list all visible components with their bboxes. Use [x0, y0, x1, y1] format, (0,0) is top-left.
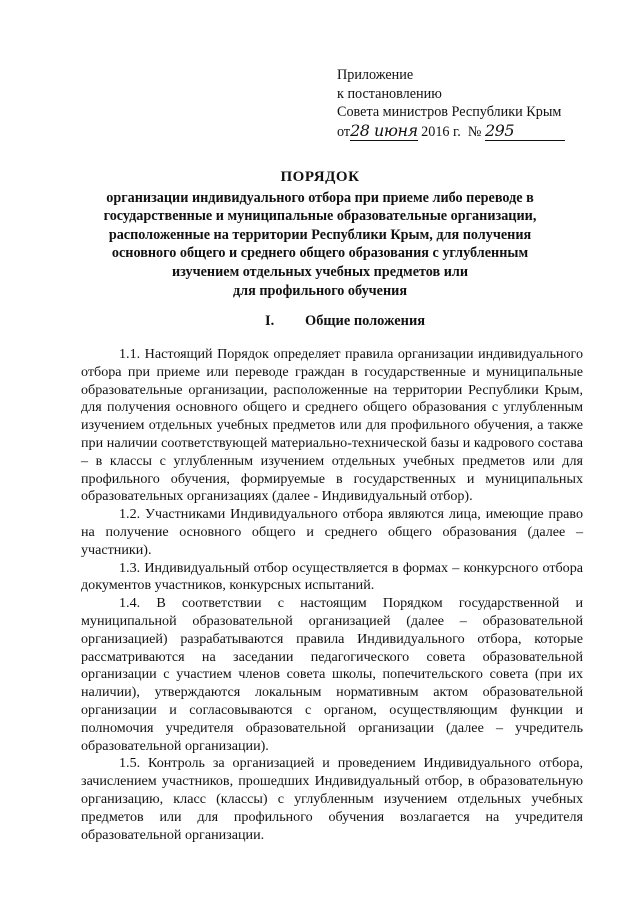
handwritten-date: 28 июня [350, 120, 418, 140]
number-field [485, 120, 565, 141]
heading-line: расположенные на территории Республики Крым, для получения [108, 226, 532, 243]
paragraph-1-2: 1.2. Участниками Индивидуального отбора являются лица, имеющие право на получение основного общего и среднего общего образования (далее – участники). [81, 506, 583, 558]
document-body [81, 346, 583, 844]
heading-line: изучением отдельных учебных предметов или [171, 263, 469, 280]
paragraph-1-1: 1.1. Настоящий Порядок определяет правила организации индивидуального отбора при приеме или переводе граждан в государственные и муниципальные образовательные организации, расположенные на территории Республики Крым, для получения основного общего и среднего общего образования с углубленным изучением отдельных учебных предметов или для профильного обучения, а также при наличии соответствующей материально-технической базы и кадрового состава – в классы с углубленным изучением отдельных учебных предметов или для профильного обучения, формируемые в государственных и муниципальных образовательных организациях (далее - Индивидуальный отбор). [81, 346, 583, 505]
date-prefix: от [337, 123, 351, 140]
section-title: Общие положения [305, 313, 426, 329]
paragraph-1-5: 1.5. Контроль за организацией и проведением Индивидуального отбора, зачислением участников, прошедших Индивидуальный отбор, в образовательную организацию, класс (классы) с углубленным изучением отдельных учебных предметов или для профильного обучения возлагается на учредителя образовательной организации. [81, 755, 583, 843]
handwritten-number: 295 [485, 120, 515, 140]
number-label: № [467, 123, 482, 140]
heading-line: организации индивидуального отбора при приеме либо переводе в [106, 189, 534, 206]
paragraph-1-4: 1.4. В соответствии с настоящим Порядком государственной и муниципальной образовательной организацией (далее – образовательной организацией) разрабатываются правила Индивидуального отбора, которые рассматриваются на заседании педагогического совета образовательной организации с участием членов совета школы, попечительского совета (при их наличии), утверждаются локальным нормативным актом образовательной организации и согласовываются с органом, осуществляющим функции и полномочия учредителя образовательной организации (далее – учредитель образовательной организации). [81, 595, 583, 754]
appendix-line-3: Совета министров Республики Крым [337, 104, 562, 120]
section-numeral: I. [265, 313, 275, 329]
date-year: 2016 г. [421, 123, 461, 140]
heading-line: государственные и муниципальные образовательные организации, [103, 208, 537, 225]
appendix-block [337, 66, 607, 141]
appendix-date-line [337, 122, 607, 142]
heading-line: основного общего и среднего общего образования с углубленным [111, 245, 529, 262]
appendix-line-1: Приложение [337, 67, 414, 83]
appendix-line-2: к постановлению [337, 85, 442, 102]
document-title: ПОРЯДОК [280, 169, 360, 185]
heading-line: для профильного обучения [232, 282, 408, 299]
paragraph-1-3: 1.3. Индивидуальный отбор осуществляется в формах – конкурсного отбора документов участников, конкурсных испытаний. [81, 559, 583, 594]
document-heading [90, 168, 550, 300]
